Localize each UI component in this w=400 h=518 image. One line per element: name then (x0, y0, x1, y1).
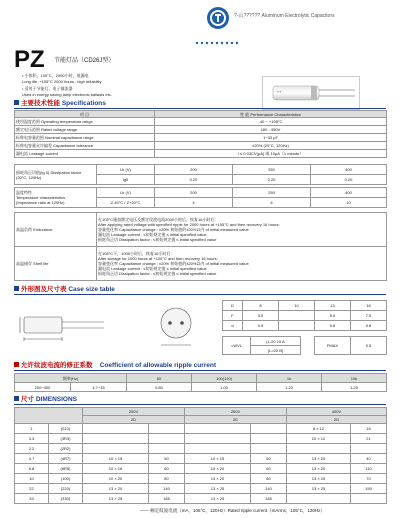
dim-val: 0.8 (351, 321, 387, 331)
specs-table (14, 110, 387, 158)
dim-val: 5.0 (315, 311, 351, 321)
case-size: 8 × 12 (287, 424, 351, 434)
dim-val: 8 (243, 301, 279, 311)
dissipation-label: 损耗角正切值(tg δ) Dissipation factor (16, 169, 82, 175)
case-size: 13 × 20 (185, 474, 251, 484)
shelf-line: 漏电流 Leakage current : ≤初始规定值 ≤ initial specified value (98, 266, 207, 271)
ripple-current: 80 (251, 474, 287, 484)
ripple-cap: 4.7~33 (71, 383, 127, 392)
specs-head-item: 项 目 (15, 111, 155, 118)
dim-voltage-head: 250V (185, 408, 287, 416)
lowtemp-label-en: Temperature characteristics (16, 195, 66, 200)
case-size (83, 434, 149, 444)
table-row (15, 484, 387, 494)
shelf-line: After storage for 1000 hours at +105°C and then recovery 16 hours: (98, 256, 218, 261)
ripple-head: 1k (257, 374, 322, 383)
dim-val (279, 311, 315, 321)
endurance-label: 高温负荷 Endurance (15, 213, 97, 247)
dim-val: 13 (315, 301, 351, 311)
ripple-current: 140 (149, 484, 185, 494)
feature-1: • 小体积，105°C，2000小时，低漏电 (22, 73, 89, 78)
ripple-head: 100(120) (192, 374, 257, 383)
feature-4: Used in energy saving lamp electronic ballasts etc. (22, 92, 112, 97)
df-val-1: 0.20 (155, 175, 233, 185)
specs-section-title: 主要技术性能 Specifications (14, 99, 106, 108)
ripple-current: 60 (149, 464, 185, 474)
logo-icon (206, 6, 230, 30)
cap-value: 4.7 (15, 454, 49, 464)
case-size: 13 × 25 (287, 484, 351, 494)
ripple-current: 60 (251, 464, 287, 474)
dim-val: 0.5 (243, 321, 279, 331)
table-row (15, 434, 387, 444)
spec-value: 1~33 μF (155, 134, 387, 142)
lt-v1: 200 (155, 188, 233, 198)
dim-code-head: 2E (185, 416, 287, 424)
ripple-current: 21 (351, 434, 387, 444)
ripple-head-freq: 频率(Hz) (15, 374, 127, 383)
lt-v3: 400 (311, 188, 387, 198)
case-size: 10 × 12 (287, 434, 351, 444)
endurance-line: 容量变化率 Capacitance change : ±20% 初始值的±20%以内 of initial measured value (98, 227, 249, 232)
ripple-table (14, 373, 387, 392)
spec-label: 使用温度范围 Operating temperature range (15, 118, 155, 126)
lt-head: Ur (V) (97, 188, 155, 198)
lead-right-val: 0.5 (351, 337, 387, 355)
shelf-line: 在105°C下，1000小时后，恢复16小时后： (98, 251, 175, 256)
ripple-current (149, 434, 185, 444)
lead-table (222, 336, 387, 355)
dim-row-label: F (223, 311, 243, 321)
case-size (287, 494, 351, 504)
case-size: 13 × 20 (83, 484, 149, 494)
case-size (287, 444, 351, 454)
spec-value: 160 - 450V (155, 126, 387, 134)
spec-value: ±20% (20°C, 120Hz) (155, 142, 387, 150)
table-row (15, 494, 387, 504)
ripple-head: 10k (322, 374, 387, 383)
ripple-voltage: 200~400 (15, 383, 71, 392)
table-row (15, 454, 387, 464)
df-val-3: 0.20 (311, 175, 387, 185)
ripple-coef: 1.00 (192, 383, 257, 392)
feature-2: Long life ,+105°C 2000 hours , high reliability (22, 79, 102, 84)
lead-row-1: (L-20 15 A (251, 337, 301, 346)
table-row (15, 424, 387, 434)
case-size: 10 × 15 (83, 454, 149, 464)
cap-code: (3R3) (49, 434, 83, 444)
ripple-current (251, 434, 287, 444)
ripple-current: 110 (351, 464, 387, 474)
ripple-current (251, 424, 287, 434)
case-size: 10 × 16 (83, 464, 149, 474)
case-size (185, 424, 251, 434)
case-size (185, 434, 251, 444)
ripple-current: 185 (251, 494, 287, 504)
product-photo: ? ? (262, 76, 360, 110)
spec-label: 标称电容量允许偏差 Capacitance tolerance (15, 142, 155, 150)
dim-voltage-head: 400V (287, 408, 387, 416)
shelf-line: 损耗角正切 Dissipation factor : ≤初始规定值 ≤ initial specified value (98, 271, 217, 276)
dimensions-table (14, 407, 387, 504)
dimensions-footer: —— 额定纹波电流（mA，105°C，120Hz）Rated ripple current（mArms，105°C，120Hz） (140, 508, 325, 513)
dim-code-head: 2G (287, 416, 387, 424)
dim-val: 10 (279, 301, 315, 311)
feature-3: • 适用于节能灯、电子镇流器 (22, 86, 73, 91)
cap-code: (4R7) (49, 454, 83, 464)
cap-value: 2.2 (15, 444, 49, 454)
case-size: 13 × 25 (185, 484, 251, 494)
cap-value: 33 (15, 494, 49, 504)
shelf-label: 高温储存 Shelf life (15, 247, 97, 281)
dim-val: 7.5 (351, 311, 387, 321)
dim-voltage-head: 200V (83, 408, 185, 416)
cap-code: (330) (49, 494, 83, 504)
ripple-current: 140 (251, 484, 287, 494)
lowtemp-table (14, 187, 387, 208)
company-name: ?-山?????? Aluminum Electrolytic Capacitors (234, 13, 335, 19)
table-row (15, 444, 387, 454)
endurance-line: 漏电流 Leakage current : ≤初始规定值 ≤ initial specified value (98, 232, 207, 237)
ripple-current: 150 (351, 484, 387, 494)
cap-code: (2R2) (49, 444, 83, 454)
case-size (185, 444, 251, 454)
spec-label: 额定电压范围 Rated voltage range (15, 126, 155, 134)
dim-val: 3.5 (243, 311, 279, 321)
case-size (83, 424, 149, 434)
series-subtitle: 节能灯品（CD26J型） (54, 58, 115, 64)
ripple-coef: 1.25 (322, 383, 387, 392)
cap-value: 10 (15, 474, 49, 484)
shelf-line: 容量变化率 Capacitance change : ±20% 初始值的±20%以内 of initial measured value (98, 261, 249, 266)
dim-val (279, 321, 315, 331)
case-size: 10 × 15 (185, 454, 251, 464)
ripple-coef: 1.20 (257, 383, 322, 392)
ripple-head: 50 (127, 374, 192, 383)
ripple-current (351, 494, 387, 504)
lead-row-2: (L>20 B) (251, 346, 301, 355)
case-drawing (16, 297, 216, 355)
dissipation-cond: (20°C, 120Hz) (16, 174, 42, 180)
dim-val: 0.6 (315, 321, 351, 331)
endurance-line: 损耗角正切 Dissipation factor : ≤初始规定值 ≤ initial specified value (98, 237, 217, 242)
lt-val-2: 6 (233, 198, 311, 208)
lead-label: <WVL (223, 337, 251, 355)
cap-code: (6R8) (49, 464, 83, 474)
df-v1: 200 (155, 165, 233, 175)
ripple-coef: 0.80 (127, 383, 192, 392)
table-row (15, 464, 387, 474)
df-v2: 250 (233, 165, 311, 175)
ripple-current (149, 424, 185, 434)
lowtemp-label-cn: 温度特性 (16, 190, 32, 195)
spec-value: I ≤ 0.03CV(μA) 或 10μA（1 minute） (155, 150, 387, 158)
endurance-table (14, 212, 387, 281)
header-dots (195, 32, 243, 36)
ripple-current (351, 444, 387, 454)
ripple-section-title: 允许纹波电流的修正系数 Coefficient of allowable ripple current (14, 361, 216, 370)
ripple-current: 80 (149, 474, 185, 484)
df-v3: 400 (311, 165, 387, 175)
cap-code: (220) (49, 484, 83, 494)
dim-table (222, 300, 387, 331)
lt-val-1: 4 (155, 198, 233, 208)
lt-row-label: Z-40°C / Z+20°C (97, 198, 155, 208)
ripple-current: 40 (351, 454, 387, 464)
cap-value: 22 (15, 484, 49, 494)
cap-code: (100) (49, 474, 83, 484)
case-size: 13 × 25 (185, 494, 251, 504)
ripple-current: 50 (251, 454, 287, 464)
case-size: 10 × 20 (185, 464, 251, 474)
lt-v2: 250 (233, 188, 311, 198)
ripple-current: 70 (351, 474, 387, 484)
series-title: PZ (14, 46, 45, 73)
dim-val: 16 (351, 301, 387, 311)
dim-row-label: d (223, 321, 243, 331)
dim-row-label: D (223, 301, 243, 311)
ripple-current (251, 444, 287, 454)
table-row (15, 474, 387, 484)
cap-value: 3.3 (15, 434, 49, 444)
spec-label: 漏电流 Leakage current (15, 150, 155, 158)
endurance-line: After applying rated voltage with specified ripple for 2000 hours at +105°C and then recovery 16 hours: (98, 222, 280, 227)
df-row-label: tgδ (97, 175, 155, 185)
lowtemp-cond: (Impedance ratio at 120Hz) (16, 200, 65, 205)
case-size (83, 444, 149, 454)
df-head: Ur (V) (97, 165, 155, 175)
dim-code-head: 2D (83, 416, 185, 424)
df-val-2: 0.20 (233, 175, 311, 185)
case-size: 13 × 25 (83, 494, 149, 504)
ripple-current (149, 444, 185, 454)
case-size: 10 × 20 (83, 474, 149, 484)
cap-value: 1 (15, 424, 49, 434)
cap-code: (010) (49, 424, 83, 434)
ripple-current: 16 (351, 424, 387, 434)
lt-val-3: 10 (311, 198, 387, 208)
dissipation-table (14, 164, 387, 185)
case-size: 13 × 20 (287, 454, 351, 464)
dimensions-section-title: 尺寸 DIMENSIONS (14, 395, 77, 404)
lead-right-label: FMAX (315, 337, 351, 355)
spec-label: 标称电容量范围 Nominal capacitance range (15, 134, 155, 142)
ripple-current: 185 (149, 494, 185, 504)
ripple-current: 50 (149, 454, 185, 464)
case-size: 13 × 25 (287, 474, 351, 484)
endurance-line: 在105°C施加额定电压及额定纹波电流2000小时后，恢复16小时后： (98, 217, 219, 222)
spec-value: -40 ~ +105°C (155, 118, 387, 126)
specs-head-chars: 性 能 Performance Characteristics (155, 111, 387, 118)
cap-value: 6.8 (15, 464, 49, 474)
case-section-title: 外形图及尺寸表 Case size table (14, 285, 115, 294)
case-size: 13 × 20 (287, 464, 351, 474)
